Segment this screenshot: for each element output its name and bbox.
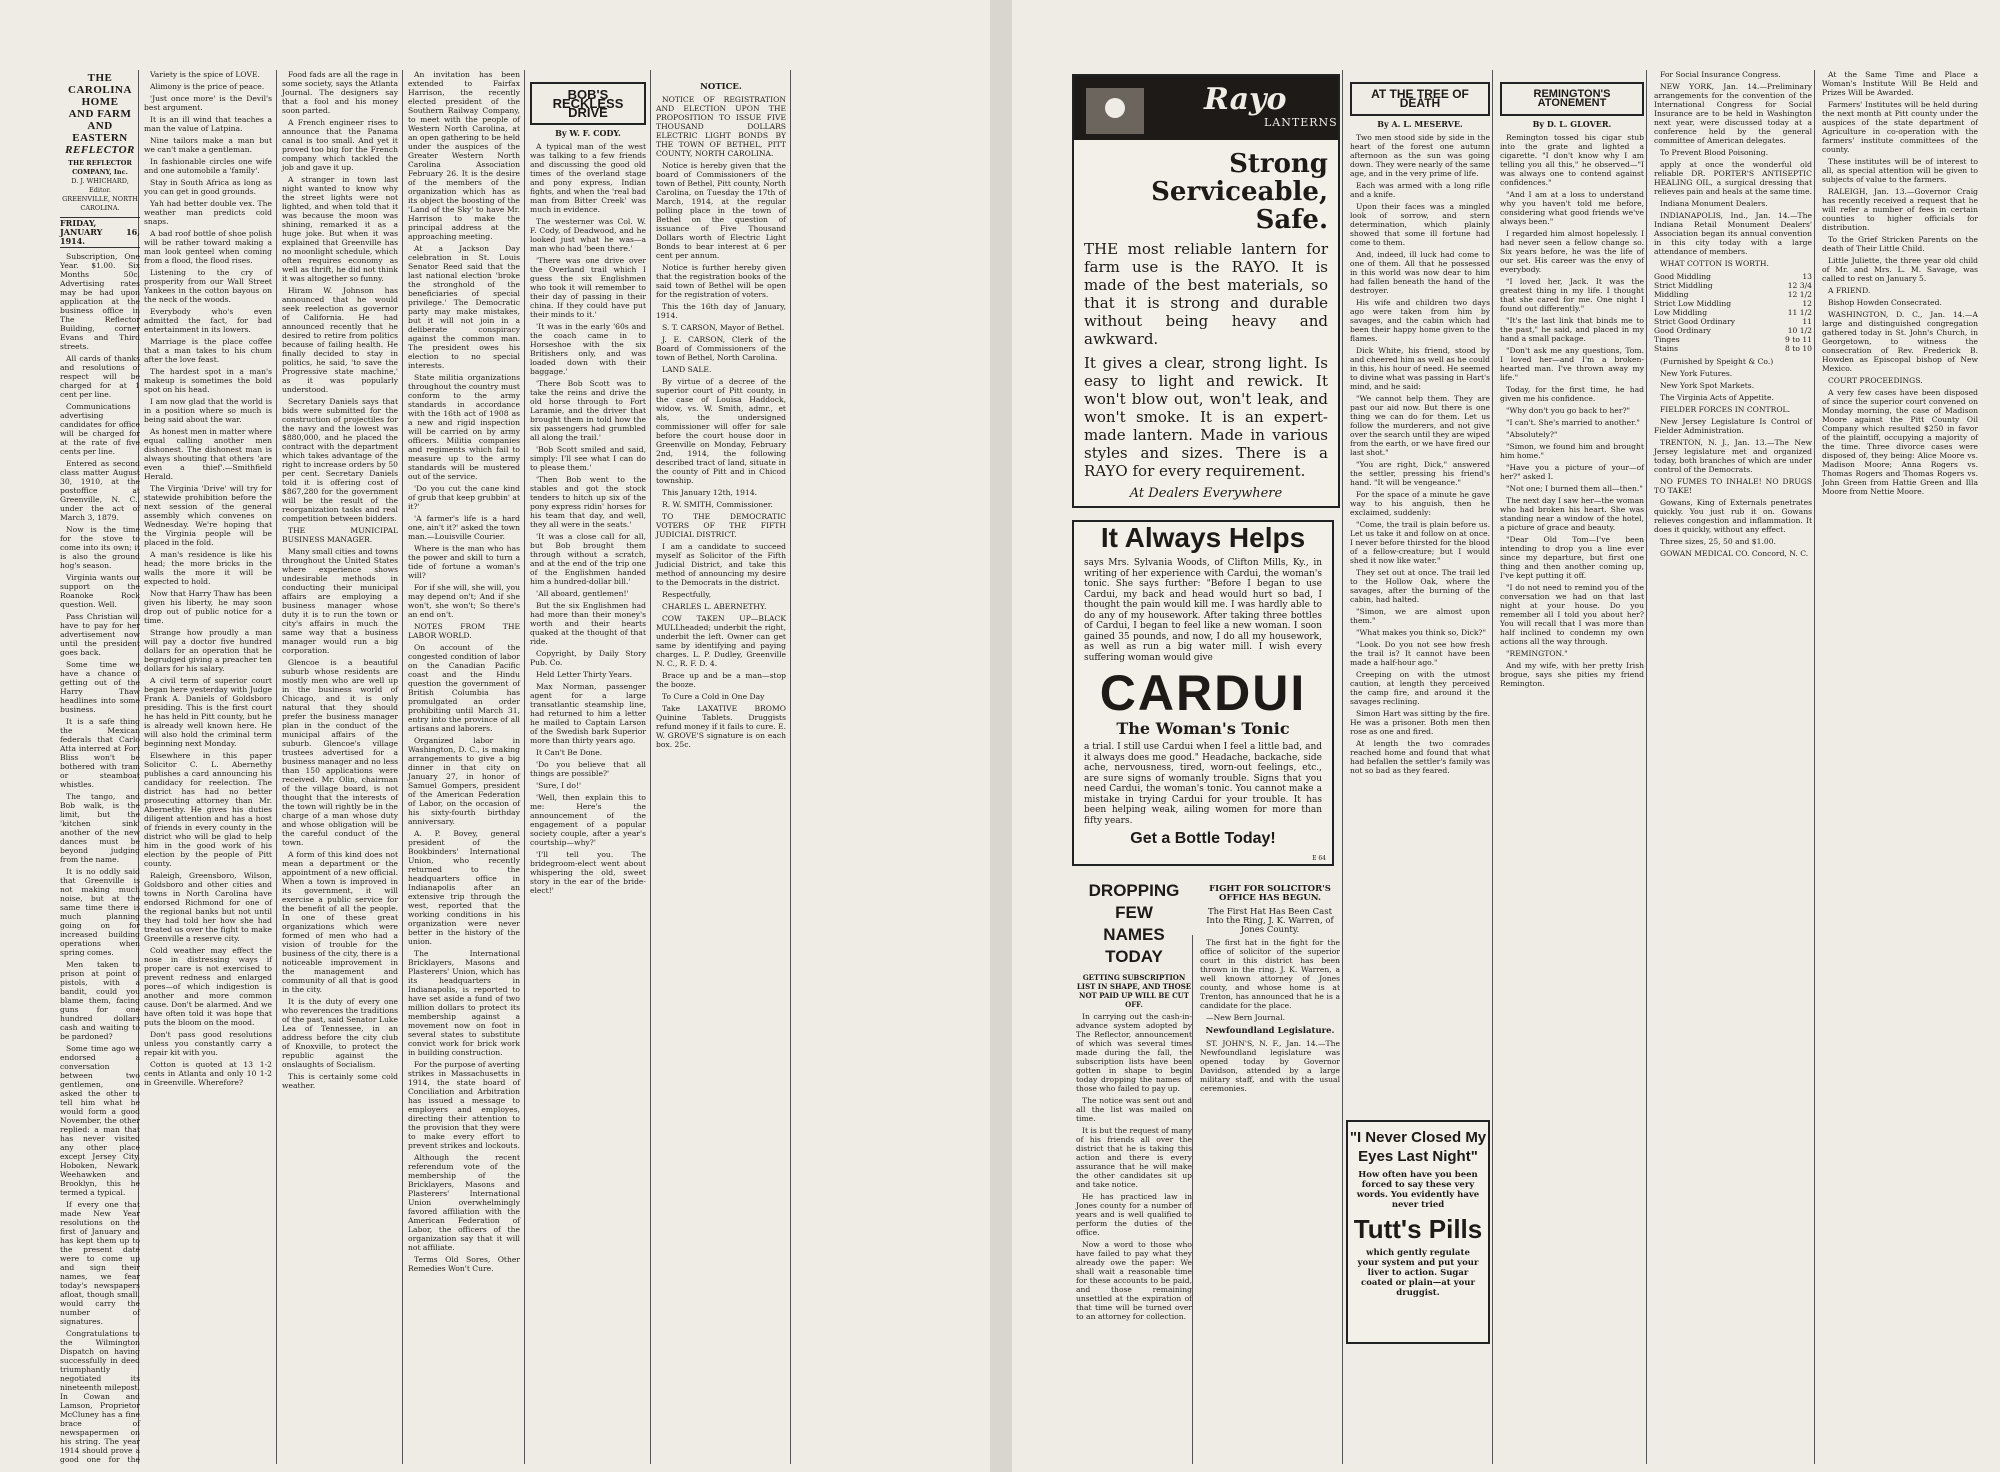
tutt-brand: Tutt's Pills <box>1353 1214 1483 1244</box>
paragraph: Some time ago we endorsed a conversation between two gentlemen, one asked the other to tell him what he would form a good November, the other replied: a man that has never visited any other place except Jersey City, Hoboken, Newark, Weehawken and Brooklyn, this he termed a typical. <box>60 1044 140 1197</box>
paragraph: At a Jackson Day celebration in St. Louis Senator Reed said that the last national election 'broke the stronghold of the beneficiaries of special privilege.' The Democratic party may make mistakes, but it will not join in a deliberate conspiracy against the common man. The president owes his election to no special interests. <box>408 244 520 370</box>
paragraph: For the purpose of averting strikes in Massachusetts in 1914, the state board of Conciliation and Arbitration has issued a message to employers and employes, directing their attention to the provision that they were to make every effort to prevent strikes and lockouts. <box>408 1060 520 1150</box>
paragraph: A civil term of superior court began here yesterday with Judge Frank A. Daniels of Goldsboro presiding. This is the first court he has held in Pitt county, but he is already well known here. He will also hold the criminal term beginning next Monday. <box>144 676 272 748</box>
paragraph: To Cure a Cold in One Day <box>662 692 765 701</box>
paragraph: Brace up and be a man—stop the booze. <box>656 671 786 689</box>
paragraph: To the Grief Stricken Parents on the death of Their Little Child. <box>1822 235 1978 253</box>
cardui-subtitle: The Woman's Tonic <box>1116 719 1290 738</box>
paragraph: 'A farmer's life is a hard one, ain't it?' asked the town man.—Louisville Courier. <box>408 514 520 541</box>
paragraph: "I do not need to remind you of the conversation we had on that last night at your house. Do you remember all I told you about her? You will recall that I was more than half inclined to condemn my own actions all the way through. <box>1500 583 1644 646</box>
rayo-lanterns-ad <box>1072 74 1340 508</box>
cotton-row <box>1654 344 1812 353</box>
column-3 <box>278 70 402 1464</box>
paragraph: 'Sure, I do!' <box>536 781 582 790</box>
cotton-row <box>1654 326 1812 335</box>
tree-story-body <box>1350 133 1490 775</box>
paragraph: Respectfully, <box>662 590 712 599</box>
paragraph: It is a safe thing the Mexican federals that Carlo Atta interred at Fort Bliss won't be bothered with tram or steamboat whistles. <box>60 717 140 789</box>
masthead-title-2: AND FARM AND EASTERN <box>68 108 132 144</box>
right-newspaper-page <box>1012 0 2000 1472</box>
paragraph: Many small cities and towns throughout the United States where experience shows undesirable methods in conducting their municipal affairs are employing a business manager whose duty it is to run the town or city's affairs in much the same way that a business manager would run a big corporation. <box>282 547 398 655</box>
paragraph: Farmers' Institutes will be held during the next month at Pitt county under the auspices of the state department of Agriculture in co-operation with the farmers' institute committees of the county. <box>1822 100 1978 154</box>
news-column-5-body <box>1822 70 1978 496</box>
paragraph: Where is the man who has the power and skill to turn a tide of fortune a woman's will? <box>408 544 520 580</box>
paragraph: Subscription, One Year. $1.00. Six Months 50c. Advertising rates may be had upon application at the business office in The Reflector Building, corner Evans and Third streets. <box>60 252 140 351</box>
paragraph: Variety is the spice of LOVE. <box>150 70 260 79</box>
cotton-grade: Strict Middling <box>1654 281 1713 290</box>
paragraph: A form of this kind does not mean a department or the appointment of a new official. When a town is improved in its government, it will exercise a public service for the benefit of all the people. In one of these great organizations which were formed of men who had a vision of trouble for the business of the city, there is a noticeable improvement in the management and community of all that is good in the city. <box>282 850 398 994</box>
paragraph: A stranger in town last night wanted to know why the street lights were not lighted, and when told that it was because the moon was shining, remarked it as a huge joke. But when it was explained that Greenville has no moonlight schedule, which often requires economy as well as thrift, he did not think it was altogether so funny. <box>282 175 398 283</box>
paragraph: New York Futures. <box>1660 369 1733 378</box>
cotton-price: 11 <box>1802 317 1812 326</box>
paragraph: The International Bricklayers, Masons and Plasterers' Union, which has its headquarters in Indianapolis, is reported to have set aside a fund of two million dollars to protect its membership against a movement now on foot in several states to substitute convict work for brick work in building construction. <box>408 949 520 1057</box>
paragraph: 'I'll tell you. The bridegroom-elect went about whispering the old, sweet story in the ear of the bride-elect!' <box>530 850 646 895</box>
paragraph: But the six Englishmen had had more than their money's worth and their hearts quaked at the thought of that ride. <box>530 601 646 646</box>
paragraph: Nine tailors make a man but we can't make a gentleman. <box>144 136 272 154</box>
rayo-banner <box>1074 76 1338 140</box>
paragraph: Copyright, by Daily Story Pub. Co. <box>530 649 646 667</box>
cotton-grade: Tinges <box>1654 335 1680 344</box>
paragraph: Notice is hereby given that the board of Commissioners of the town of Bethel, Pitt county, North Carolina, on Tuesday the 17th of March, 1914, at the regular polling place in the town of Bethel on the question of issuance of Five Thousand Dollars worth of Electric Light Bonds to bear interest at 6 per cent per annum. <box>656 161 786 260</box>
cardui-ad <box>1072 520 1334 866</box>
paragraph: "And I am at a loss to understand why you haven't told me before, considering what good friends we've always been." <box>1500 190 1644 226</box>
notice-title: NOTICE. <box>700 82 742 92</box>
cardui-body: says Mrs. Sylvania Woods, of Clifton Mills, Ky., in writing of her experience with Cardui, the woman's tonic. She says further: "Before I began to use Cardui, my back and head would hurt so bad, I thought the pain would kill me. I was hardly able to do any of my housework. After taking three bottles of Cardui, I began to feel like a new woman. I soon gained 35 pounds, and now, I do all my housework, as well as run a big water mill. I wish every suffering woman would give <box>1084 558 1322 663</box>
paragraph: Marriage is the place coffee that a man takes to his chum after the love feast. <box>144 337 272 364</box>
paragraph: NOTES FROM THE LABOR WORLD. <box>408 622 520 640</box>
tutt-line-2: Eyes Last Night" <box>1358 1148 1478 1165</box>
paragraph: Pass Christian will have to pay for her advertisement now until the president goes back. <box>60 612 140 657</box>
paragraph: 'There Bob Scott was to take the reins and drive the old horse through to Fort Laramie, and the driver that brought them in told how the six passengers had grumbled all along the trail.' <box>530 379 646 442</box>
news-column-4 <box>1650 70 1816 1464</box>
remington-story-body <box>1500 133 1644 688</box>
paragraph: Although the recent referendum vote of the membership of the Bricklayers, Masons and Plasterers' International Union overwhelmingly favored affiliation with the American Federation of Labor, the officers of the organization say that it will not affiliate. <box>408 1153 520 1252</box>
rayo-strong: Strong <box>1229 149 1328 179</box>
tree-story-title: AT THE TREE OF DEATH <box>1350 82 1490 116</box>
remington-story-byline: By D. L. GLOVER. <box>1532 119 1612 129</box>
paragraph: 'It was in the early '60s and the coach came in to Horseshoe with the six Britishers only, and was loaded down with their baggage.' <box>530 322 646 376</box>
paragraph: Cold weather may effect the nose in distressing ways if proper care is not exercised to prevent redness and enlarged pores—of which indigestion is another and more common cause. Don't be alarmed. And we have often told it was hope that puts the bloom on the mood. <box>144 946 272 1027</box>
paragraph: The Virginia Acts of Appetite. <box>1660 393 1774 402</box>
paragraph: 'All aboard, gentlemen!' <box>536 589 629 598</box>
paragraph: Terms Old Sores, Other Remedies Won't Cure. <box>408 1255 520 1273</box>
paragraph: Today, for the first time, he had given me his confidence. <box>1500 385 1644 403</box>
paragraph: I am a candidate to succeed myself as Solicitor of the Fifth Judicial District, and take this method of announcing my desire to the Democrats in the district. <box>656 542 786 587</box>
paragraph: Each was armed with a long rifle and a knife. <box>1350 181 1490 199</box>
paragraph: All cards of thanks and resolutions of respect will be charged for at 1 cent per line. <box>60 354 140 399</box>
story-title-bobs-reckless-drive: BOB'S RECKLESS DRIVE <box>530 82 646 125</box>
paragraph: Gowans, King of Externals penetrates quickly. You just rub it on. Gowans relieves congestion and inflammation. It does it quickly, without any effect. <box>1654 498 1812 534</box>
column-3-body <box>282 70 398 1090</box>
paragraph: Listening to the cry of prosperity from our Wall Street Yankees in the cotton bayous on the neck of the woods. <box>144 268 272 304</box>
paragraph: The tango, and Bob walk, is the limit, but the 'kitchen sink' another of the new dances must be beyond judging from the name. <box>60 792 140 864</box>
cotton-price: 12 <box>1802 299 1812 308</box>
paragraph: Upon their faces was a mingled look of sorrow, and stern determination, which plainly showed that some ill fortune had come to them. <box>1350 202 1490 247</box>
paragraph: Virginia wants our support on the Roanoke Rock question. Well. <box>60 573 140 609</box>
column-4-body <box>408 70 520 1273</box>
paragraph: For the space of a minute he gave way to his anguish, then he exclaimed, suddenly: <box>1350 490 1490 517</box>
cotton-grade: Strict Low Middling <box>1654 299 1732 308</box>
page-gutter <box>990 0 1012 1472</box>
paragraph: S. T. CARSON, Mayor of Bethel. <box>662 323 785 332</box>
paragraph: A very few cases have been disposed of since the superior court convened on Monday morning, the case of Madison Moore against the Pitt County Oil Company which resulted $250 in favor of the plaintiff, occupying a majority of the time. Three divorce cases were disposed of, they being: Alice Moore vs. Madison Moore; Anna Rogers vs. Thomas Rogers and Thomas Rogers vs. John Green from Hattie Green and Illa Moore from Nettie Moore. <box>1822 388 1978 496</box>
paragraph: State militia organizations throughout the country must conform to the army standards in accordance with the 16th act of 1908 as a new and rigid inspection will be carried on by army officers. Militia companies and regiments which fail to measure up to the army standards will be mustered out of the service. <box>408 373 520 481</box>
paragraph: Alimony is the price of peace. <box>150 82 265 91</box>
paragraph: Hiram W. Johnson has announced that he would seek reelection as governor of California. He had announced recently that he desired to retire from politics because of failing health. He finally decided to stay in politics, he said, 'to save the Progressive state machine,' as it was popularly understood. <box>282 286 398 394</box>
news-column-4-body-bottom <box>1654 357 1812 558</box>
masthead-title-1: THE CAROLINA HOME <box>68 72 132 108</box>
paragraph: Creeping on with the utmost caution, at length they perceived the camp fire, and around it the savages reclining. <box>1350 670 1490 706</box>
paragraph: COW TAKEN UP—BLACK MULLheaded; underbit the right, underbit the left. Owner can get same by identifying and paying charges. L. P. Dudley, Greenville N. C., R. F. D. 4. <box>656 614 786 668</box>
paragraph: 'There was one drive over the Overland trail which I guess the six Englishmen who took it will remember to their day of passing in their china. If they could have put their minds to it.' <box>530 256 646 319</box>
cardui-footer: Get a Bottle Today! <box>1130 830 1276 847</box>
paragraph: Simon Hart was sitting by the fire. He was a prisoner. Both men then rose as one and fired. <box>1350 709 1490 736</box>
paragraph: NO FUMES TO INHALE! NO DRUGS TO TAKE! <box>1654 477 1812 495</box>
paragraph: Dick White, his friend, stood by and cheered him as well as he could in this, his hour of need. He seemed to divine what was passing in Hart's mind, and he said: <box>1350 346 1490 391</box>
paragraph: These institutes will be of interest to all, as special attention will be given to subjects of value to the farmers. <box>1822 157 1978 184</box>
paragraph: 'Bob Scott smiled and said, simply: I'll see what I can do to please them.' <box>530 445 646 472</box>
cardui-code: E 64 <box>1312 855 1326 862</box>
tree-of-death-column <box>1346 78 1494 1112</box>
column-editorial <box>56 72 144 1464</box>
paragraph: A. P. Bovey, general president of the Bookbinders' International Union, who recently returned to the headquarters office in Indianapolis after an extensive trip through the west, reported that the working conditions in his organization were never better in the history of the union. <box>408 829 520 946</box>
paragraph: Food fads are all the rage in some society, says the Atlanta Journal. The designers say that a fool and his money soon parted. <box>282 70 398 115</box>
newfoundland-text: ST. JOHN'S, N. F., Jan. 14.—The Newfoundland legislature was opened today by Governor Davidson, attended by a large military staff, and with the usual ceremonies. <box>1200 1039 1340 1093</box>
dropping-body <box>1076 1012 1192 1321</box>
rayo-dealers: At Dealers Everywhere <box>1129 486 1283 501</box>
paragraph: It is the duty of every one who reverences the traditions of the past, said Senator Luke Lea of Tennessee, in an address before the city club of Knoxville, to protect the republic against the onslaughts of Socialism. <box>282 997 398 1069</box>
paragraph: An invitation has been extended to Fairfax Harrison, the recently elected president of the Southern Railway Company, to meet with the people of Western North Carolina, at an open gathering to be held under the auspices of the Greater Western North Carolina Association February 26. It is the desire of the members of the organization which has as its object the boosting of the 'Land of the Sky' to have Mr. Harrison to make the principal address at the approaching meeting. <box>408 70 520 241</box>
solicitor-column <box>1196 880 1344 1464</box>
paragraph: "Dear Old Tom—I've been intending to drop you a line ever since my departure, but first one thing and then another coming up, I've kept putting it off. <box>1500 535 1644 580</box>
paragraph: TRENTON, N. J., Jan. 13.—The New Jersey legislature met and organized today, both branches of which are under control of the Democrats. <box>1654 438 1812 474</box>
paragraph: Now is the time for the stove to come into its own; it is also the ground hog's season. <box>60 525 140 570</box>
paragraph: Notice is further hereby given that the registration books of the said town of Bethel will be open for the registration of voters. <box>656 263 786 299</box>
paragraph: 'Do you cut the cane kind of grub that keep grubbin' at it?' <box>408 484 520 511</box>
paragraph: The notice was sent out and all the list was mailed on time. <box>1076 1096 1192 1123</box>
paragraph: Two men stood side by side in the heart of the forest one autumn afternoon as the sun was going down. They were nearly of the same age, and in the very prime of life. <box>1350 133 1490 178</box>
cotton-price: 12 1/2 <box>1787 290 1812 299</box>
column-6 <box>652 78 790 1464</box>
paragraph: WASHINGTON, D. C., Jan. 14.—A large and distinguished congregation gathered today in St. John's Church, in Georgetown, to witness the consecration of Rev. Frederick B. Howden as Episcopal bishop of New Mexico. <box>1822 310 1978 373</box>
rayo-body-1: THE most reliable lantern for farm use is the RAYO. It is made of the best materials, so that it is strong and durable without being heavy and awkward. <box>1084 240 1328 348</box>
news-column-5 <box>1818 70 1982 1464</box>
column-4 <box>404 70 524 1464</box>
paragraph: Strange how proudly a man will pay a doctor five hundred dollars for an operation that he begrudged giving a preacher ten dollars for his salary. <box>144 628 272 673</box>
lantern-illustration-icon <box>1080 78 1150 138</box>
paragraph: Remington tossed his cigar stub into the grate and lighted a cigarette. "I don't know why I am telling you all this," he observed—"I was always one to contend against confidences." <box>1500 133 1644 187</box>
paragraph: —New Bern Journal. <box>1206 1013 1286 1022</box>
left-newspaper-page <box>0 0 990 1472</box>
paragraph: It Can't Be Done. <box>536 748 603 757</box>
paragraph: For if she will, she will, you may depend on't; And if she won't, she won't; So there's an end on't. <box>408 583 520 619</box>
paragraph: A typical man of the west was talking to a few friends and discussing the good old times of the overland stage and pony express, Indian fights, and when the 'real bad man from Bitter Creek' was much in evidence. <box>530 142 646 214</box>
paragraph: Communications advertising candidates for office will be charged for at the rate of five cents per line. <box>60 402 140 456</box>
cotton-grade: Stains <box>1654 344 1678 353</box>
paragraph: It is no oddly said that Greenville is not making much noise, but at the same time there is much planning going on for increased building operations when spring comes. <box>60 867 140 957</box>
paragraph: It is an ill wind that teaches a man the value of Latpina. <box>144 115 272 133</box>
solicitor-title: FIGHT FOR SOLICITOR'S OFFICE HAS BEGUN. <box>1209 884 1331 903</box>
dropping-title-1: DROPPING FEW <box>1088 881 1180 922</box>
paragraph: I am now glad that the world is in a position where so much is being said about the war. <box>144 397 272 424</box>
cotton-grade: Low Middling <box>1654 308 1708 317</box>
paragraph: "You are right, Dick," answered the settler, pressing his friend's hand. "It will be vengeance." <box>1350 460 1490 487</box>
paragraph: Three sizes, 25, 50 and $1.00. <box>1660 537 1776 546</box>
paragraph: Little Juliette, the three year old child of Mr. and Mrs. L. M. Savage, was called to rest on January 5. <box>1822 256 1978 283</box>
masthead <box>60 72 140 156</box>
cotton-table <box>1654 272 1812 353</box>
paragraph: As honest men in matter where equal calling another men dishonest. The dishonest man is always shouting that others 'are even a thief'.—Smithfield Herald. <box>144 427 272 481</box>
paragraph: Organized labor in Washington, D. C., is making arrangements to give a big dinner in that city on January 27, in honor of Samuel Gompers, president of the American Federation of Labor, on the occasion of his sixty-fourth birthday anniversary. <box>408 736 520 826</box>
cotton-price: 13 <box>1802 272 1812 281</box>
paragraph: "Look. Do you not see how fresh the trail is? It cannot have been made a half-hour ago." <box>1350 640 1490 667</box>
remington-story-title: REMINGTON'S ATONEMENT <box>1500 82 1644 116</box>
paragraph: The westerner was Col. W. F. Cody, of Deadwood, and he looked just what he was—a man who had 'been there.' <box>530 217 646 253</box>
paragraph: His wife and children two days ago were taken from him by savages, and the cabin which had been their happy home given to the flames. <box>1350 298 1490 343</box>
paragraph: By virtue of a decree of the superior court of Pitt county, in the case of Louisa Haddock, widow, vs. W. Smith, admr., et als, the undersigned commissioner will offer for sale before the court house door in Greenville on Monday, February 2nd, 1914, the following described tract of land, situate in the county of Pitt and in Chicod township. <box>656 377 786 485</box>
paragraph: Held Letter Thirty Years. <box>536 670 633 679</box>
paragraph: LAND SALE. <box>662 365 712 374</box>
cardui-body-2: a trial. I still use Cardui when I feel a little bad, and it always does me good." Headache, backache, side ache, nervousness, tired, worn-out feelings, etc., are sure signs of womanly trouble. Signs that you need Cardui, the woman's tonic. You cannot make a mistake in trying Cardui for your trouble. It has been helping weak, ailing women for more than fifty years. <box>1084 742 1322 826</box>
paragraph: And my wife, with her pretty Irish brogue, says she pities my friend Remington. <box>1500 661 1644 688</box>
paragraph: NEW YORK, Jan. 14.—Preliminary arrangements for the convention of the International Congress for Social Insurance are to be held in Washington next year, were discussed today at a conference held by the general committee of American delegates. <box>1654 82 1812 145</box>
cotton-row <box>1654 290 1812 299</box>
paragraph: "REMINGTON." <box>1506 649 1568 658</box>
paragraph: This January 12th, 1914. <box>662 488 758 497</box>
paragraph: "Have you a picture of your—of her?" asked I. <box>1500 463 1644 481</box>
paragraph: Don't pass good resolutions unless you constantly carry a repair kit with you. <box>144 1030 272 1057</box>
dateline: FRIDAY, JANUARY 16, 1914. <box>60 218 140 246</box>
paragraph: In fashionable circles one wife and one automobile a 'family'. <box>144 157 272 175</box>
paragraph: Secretary Daniels says that bids were submitted for the construction of projectiles for the navy and the lowest was $880,000, and he placed the contract with the department which takes advantage of the right to increase orders by 50 per cent. Secretary Daniels told it is offering cost of $867,280 for the government will be the result of the reorganization tasks and real competition between bidders. <box>282 397 398 523</box>
paragraph: "Not one; I burned them all—then." <box>1506 484 1643 493</box>
paragraph: At length the two comrades reached home and found that what had befallen the settler's family was not so bad as they feared. <box>1350 739 1490 775</box>
cotton-row <box>1654 272 1812 281</box>
paragraph: Stay in South Africa as long as you can get in good grounds. <box>144 178 272 196</box>
paragraph: This the 16th day of January, 1914. <box>656 302 786 320</box>
paragraph: "I can't. She's married to another." <box>1506 418 1640 427</box>
cotton-row <box>1654 299 1812 308</box>
paragraph: The Virginia 'Drive' will try for statewide prohibition before the next session of the general assembly which convenes on Wednesday. We're hoping that the Virginia people will be placed in the fold. <box>144 484 272 547</box>
paragraph: apply at once the wonderful old reliable DR. PORTER'S ANTISEPTIC HEALING OIL, a surgical dressing that relieves pain and heals at the same time. <box>1654 160 1813 196</box>
paragraph: Raleigh, Greensboro, Wilson, Goldsboro and other cities and towns in North Carolina have endorsed Richmond for one of the regional banks but not until they had told her how she had treated us over the fight to make Greenville a reserve city. <box>144 871 272 943</box>
editor: D. J. WHICHARD, Editor. <box>71 177 129 194</box>
paragraph: Now a word to those who have failed to pay what they already owe the paper: We shall wait a reasonable time for these accounts to be paid, and those remaining unsettled at the expiration of that time will be turned over to an attorney for collection. <box>1076 1240 1192 1321</box>
paragraph: For Social Insurance Congress. <box>1660 70 1781 79</box>
tutt-body-2: which gently regulate your system and put your liver to action. Sugar coated or plain—at your druggist. <box>1357 1248 1479 1298</box>
paragraph: 'Well, then explain this to me: Here's the announcement of the engagement of a popular society couple, after a year's courtship—why?' <box>530 793 646 847</box>
paragraph: "What makes you think so, Dick?" <box>1356 628 1486 637</box>
rayo-company <box>1074 507 1338 508</box>
paragraph: Elsewhere in this paper Solicitor C. L. Abernethy publishes a card announcing his candidacy for reelection. The district has had no better prosecuting attorney than Mr. Abernethy. He gives his duties diligent attention and has a host of friends in every county in the district who will be glad to help him in the good work of his election by the people of Pitt county. <box>144 751 272 868</box>
paragraph: New York Spot Markets. <box>1660 381 1755 390</box>
paragraph: R. W. SMITH, Commissioner. <box>662 500 773 509</box>
paragraph: It is but the request of many of his friends all over the district that he is taking this action and there is every assurance that he will make the other candidates sit up and take notice. <box>1076 1126 1192 1189</box>
paragraph: (Furnished by Speight & Co.) <box>1660 357 1774 366</box>
tutt-body: How often have you been forced to say these very words. You evidently have never tried <box>1356 1170 1480 1210</box>
paragraph: And, indeed, ill luck had come to one of them. All that he possessed in this world was now dear to him had fallen beneath the hand of the destroyer. <box>1350 250 1490 295</box>
paragraph: I regarded him almost hopelessly. I had never seen a fellow change so. Six years before, he was the life of our set. His career was the envy of everybody. <box>1500 229 1644 274</box>
paragraph: WHAT COTTON IS WORTH. <box>1660 259 1769 268</box>
column-5-body <box>530 142 646 895</box>
dropping-title-2: NAMES TODAY <box>1103 925 1165 966</box>
dropping-names-column <box>1072 880 1196 1464</box>
paragraph: "Why don't you go back to her?" <box>1506 406 1631 415</box>
cotton-grade: Middling <box>1654 290 1689 299</box>
paragraph: At the Same Time and Place a Woman's Institute Will Be Held and Prizes Will be Awarded. <box>1822 70 1978 97</box>
rayo-serviceable: Serviceable, Safe. <box>1151 177 1328 235</box>
cotton-row <box>1654 317 1812 326</box>
rayo-brand-sub: LANTERNS <box>1264 116 1338 129</box>
cotton-price: 10 1/2 <box>1787 326 1812 335</box>
paragraph: FIELDER FORCES IN CONTROL. <box>1660 405 1791 414</box>
paragraph: "Absolutely?" <box>1506 430 1558 439</box>
paragraph: Now that Harry Thaw has been given his liberty, he may soon drop out of public notice for a time. <box>144 589 272 625</box>
paragraph: Some time we have a chance of getting out of the Harry Thaw headlines into some business. <box>60 660 140 714</box>
paragraph: New Jersey Legislature Is Control of Fielder Administration. <box>1654 417 1812 435</box>
paragraph: Men taken to prison at point of pistols, with a bandit, could you blame them, facing guns for one hundred dollars cash and waiting to be pardoned? <box>60 960 140 1041</box>
paragraph: To Prevent Blood Poisoning. <box>1660 148 1769 157</box>
paragraph: The first hat in the fight for the office of solicitor of the superior court in this district has been thrown in the ring. J. K. Warren, a well known attorney of Jones county, and whose home is at Trenton, has announced that he is a candidate for the place. <box>1200 938 1340 1010</box>
tutt-line-1: "I Never Closed My <box>1349 1129 1487 1146</box>
paragraph: "Don't ask me any questions, Tom. I loved her—and I'm a broken-hearted man. I've thrown away my life." <box>1500 346 1644 382</box>
paragraph: RALEIGH, Jan. 13.—Governor Craig has recently received a request that he will refer a number of fees in certain counties to higher officials for distribution. <box>1822 187 1978 232</box>
paragraph: Glencoe is a beautiful suburb whose residents are mostly men who are well up in the business world of Chicago, and it is only natural that they should prefer the business manager plan in the conduct of the municipal affairs of the suburb. Glencoe's village trustees advertised for a business manager and no less than 150 applications were received. Mr. Olin, chairman of the village board, is not thought that the interests of the town will rightly be in the charge of a man whose duty and whose obligation will be the careful conduct of the town. <box>282 658 398 847</box>
paragraph: In carrying out the cash-in-advance system adopted by The Reflector, announcement of which was several times made during the fall, the subscription lists have been gotten in shape to begin today dropping the names of those who failed to pay up. <box>1076 1012 1192 1093</box>
paragraph: The next day I saw her—the woman who had broken his heart. She was standing near a window of the hotel, a picture of grace and beauty. <box>1500 496 1644 532</box>
paragraph: Max Norman, passenger agent for a large transatlantic steamship line, had returned to him a letter he mailed to Captain Larson of the Swedish bark Superior more than thirty years ago. <box>530 682 646 745</box>
solicitor-body <box>1200 938 1340 1022</box>
paragraph: Congratulations to the Wilmington Dispatch on having successfully in deed triumphantly negotiated its nineteenth milepost. In Cowan and Lamson, Proprietor McCluney has a fine brace of newspapermen on his string. The year 1914 should prove a good one for the <box>60 1329 140 1464</box>
paragraph: A man's residence is like his head; the more bricks in the walls the more it will be expected to hold. <box>144 550 272 586</box>
paragraph: Take LAXATIVE BROMO Quinine Tablets. Druggists refund money if it fails to cure. E. W. GROVE'S signature is on each box. 25c. <box>656 704 786 749</box>
paragraph: INDIANAPOLIS, Ind., Jan. 14.—The Indiana Retail Monument Dealers' Association began its annual convention in this city today with a large attendance of members. <box>1654 211 1812 256</box>
paragraph: On account of the congested condition of labor on the Canadian Pacific coast and the Hindu question the government of British Columbia has promulgated an order prohibiting until March 31, entry into the province of all artisans and laborers. <box>408 643 520 733</box>
cardui-brand: CARDUI <box>1099 665 1307 721</box>
paragraph: Indiana Monument Dealers. <box>1660 199 1768 208</box>
cotton-row <box>1654 308 1812 317</box>
paragraph: "Come, the trail is plain before us. Let us take it and follow on at once. I never before thirsted for the blood of a fellow-creature; but I would shed it now like water." <box>1350 520 1490 565</box>
paragraph: He has practiced law in Jones county for a number of years and is well qualified to perform the duties of the office. <box>1076 1192 1192 1237</box>
cardui-headline: It Always Helps <box>1100 522 1306 553</box>
cotton-price: 11 1/2 <box>1787 308 1812 317</box>
cotton-price: 12 3/4 <box>1787 281 1812 290</box>
paragraph: Bishop Howden Consecrated. <box>1828 298 1942 307</box>
paragraph: If every one that made New Year resolutions on the first of January and has kept them up to the present date were to come up and sign their names, we fear today's newspapers afloat, though small, would carry the number of signatures. <box>60 1200 140 1326</box>
paragraph: CHARLES L. ABERNETHY. <box>662 602 767 611</box>
paragraph: This is certainly some cold weather. <box>282 1072 398 1090</box>
masthead-title-3: REFLECTOR <box>65 144 135 156</box>
paragraph: COURT PROCEEDINGS. <box>1828 376 1923 385</box>
paragraph: The hardest spot in a man's makeup is sometimes the bold spot on his head. <box>144 367 272 394</box>
paragraph: J. E. CARSON, Clerk of the Board of Commissioners of the town of Bethel, North Carolina. <box>656 335 786 362</box>
cotton-price: 8 to 10 <box>1785 344 1812 353</box>
paragraph: A French engineer rises to announce that the Panama canal is too small. And yet it proved too big for the French company which tackled the job and gave it up. <box>282 118 398 172</box>
paragraph: THE MUNICIPAL BUSINESS MANAGER. <box>282 526 398 544</box>
cotton-row <box>1654 335 1812 344</box>
paragraph: Everybody who's even admitted the fact, for bad entertainment in its lowers. <box>144 307 272 334</box>
cotton-row <box>1654 281 1812 290</box>
column-1-body <box>60 217 140 1464</box>
column-2 <box>140 70 276 1464</box>
paragraph: 'Do you believe that all things are possible?' <box>530 760 646 778</box>
tutts-pills-ad <box>1346 1120 1490 1344</box>
column-6-body <box>656 95 786 749</box>
paragraph: "It's the last link that binds me to the past," he said, and placed in my hand a small package. <box>1500 316 1644 343</box>
paragraph: "Simon, we are almost upon them." <box>1350 607 1490 625</box>
solicitor-sub: The First Hat Has Been Cast Into the Ring, J. K. Warren, of Jones County. <box>1206 907 1334 935</box>
paragraph: Yah had better double vex. The weather man predicts cold snaps. <box>144 199 272 226</box>
column-5 <box>526 78 650 1464</box>
paragraph: GOWAN MEDICAL CO. Concord, N. C. <box>1660 549 1809 558</box>
tree-story-byline: By A. L. MESERVE. <box>1377 119 1463 129</box>
rayo-body-2: It gives a clear, strong light. Is easy to light and rewick. It won't blow out, won't leak, and won't smoke. It is an expert-made lantern. Made in various styles and sizes. There is a RAYO for every requirement. <box>1084 354 1328 480</box>
remington-column <box>1496 78 1648 1464</box>
story-byline: By W. F. CODY. <box>555 128 621 138</box>
paragraph: A bad roof bottle of shoe polish will be rather toward making a man look genteel when coming from a flood, the flood rises. <box>144 229 272 265</box>
paragraph: Cotton is quoted at 13 1-2 cents in Atlanta and only 10 1-2 in Greenville. Wherefore? <box>144 1060 272 1087</box>
rayo-brand: Rayo <box>1204 82 1287 117</box>
paragraph: NOTICE OF REGISTRATION AND ELECTION UPON THE PROPOSITION TO ISSUE FIVE THOUSAND DOLLARS ELECTRIC LIGHT BONDS BY THE TOWN OF BETHEL, PITT COUNTY, NORTH CAROLINA. <box>656 95 786 158</box>
paragraph: A FRIEND. <box>1828 286 1871 295</box>
paragraph: "I loved her, Jack. It was the greatest thing in my life. I thought that she cared for me. One night I found out differently." <box>1500 277 1644 313</box>
paragraph: "Simon, we found him and brought him home." <box>1500 442 1644 460</box>
paragraph: They set out at once. The trail led to the Hollow Oak, where the savages, after the burning of the cabin, had halted. <box>1350 568 1490 604</box>
cotton-grade: Good Middling <box>1654 272 1712 281</box>
cotton-grade: Good Ordinary <box>1654 326 1711 335</box>
column-2-body <box>144 70 272 1087</box>
place: GREENVILLE, NORTH CAROLINA. <box>62 195 138 212</box>
cotton-grade: Strict Good Ordinary <box>1654 317 1735 326</box>
publisher: THE REFLECTOR COMPANY, Inc. <box>68 159 132 176</box>
paragraph: "We cannot help them. They are past our aid now. But there is one thing we can do for them. Let us follow the murderers, and not give over the search until they are wiped from the earth, or we have fired our last shot." <box>1350 394 1490 457</box>
cotton-price: 9 to 11 <box>1785 335 1812 344</box>
news-column-4-body-top <box>1654 70 1812 268</box>
dropping-subtitle: GETTING SUBSCRIPTION LIST IN SHAPE, AND THOSE NOT PAID UP WILL BE CUT OFF. <box>1076 973 1192 1009</box>
paragraph: TO THE DEMOCRATIC VOTERS OF THE FIFTH JUDICIAL DISTRICT. <box>656 512 786 539</box>
paragraph: 'Then Bob went to the stables and got the stock tenders to hitch up six of the pony express ridin' horses for his team that day, and well, they all were in the seats.' <box>530 475 646 529</box>
paragraph: Entered as second class matter August 30, 1910, at the postoffice at Greenville, N. C., under the act of March 3, 1879. <box>60 459 140 522</box>
newfoundland-title: Newfoundland Legislature. <box>1205 1026 1335 1036</box>
paragraph: 'It was a close call for all, but Bob brought them through without a scratch, and at the end of the trip one of the Englishmen handed him a hundred-dollar bill.' <box>530 532 646 586</box>
paragraph: 'Just once more' is the Devil's best argument. <box>144 94 272 112</box>
